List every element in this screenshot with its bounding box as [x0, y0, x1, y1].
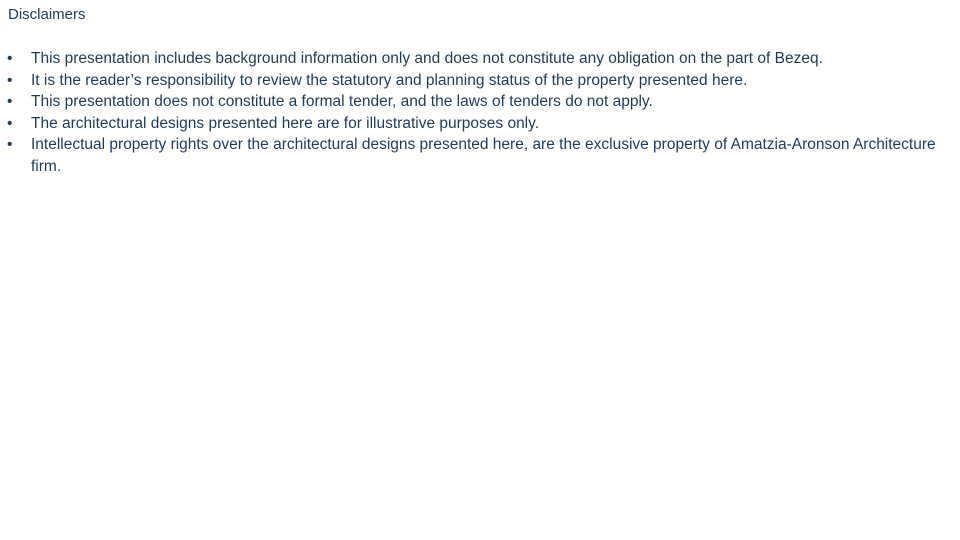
list-item: [7, 91, 957, 113]
list-item-text: It is the reader’s responsibility to review the statutory and planning status of the property presented here.: [31, 71, 748, 89]
slide-title: Disclaimers: [8, 6, 86, 23]
list-item: [7, 113, 957, 135]
bullet-icon: •: [7, 136, 13, 153]
list-item-text: The architectural designs presented here are for illustrative purposes only.: [31, 114, 540, 132]
disclaimer-list: [7, 48, 957, 177]
list-item-text: Intellectual property rights over the architectural designs presented here, are the exclusive property of Amatzia-Aronson Architecture firm.: [31, 136, 936, 175]
bullet-icon: •: [7, 50, 13, 67]
bullet-icon: •: [7, 71, 13, 89]
list-item: [7, 134, 957, 177]
bullet-icon: •: [7, 114, 13, 132]
list-item-text: This presentation includes background information only and does not constitute any obligation on the part of Bezeq.: [31, 50, 823, 67]
list-item: [7, 48, 957, 70]
list-item: [7, 70, 957, 92]
bullet-icon: •: [7, 93, 13, 110]
list-item-text: This presentation does not constitute a formal tender, and the laws of tenders do not apply.: [31, 93, 653, 110]
